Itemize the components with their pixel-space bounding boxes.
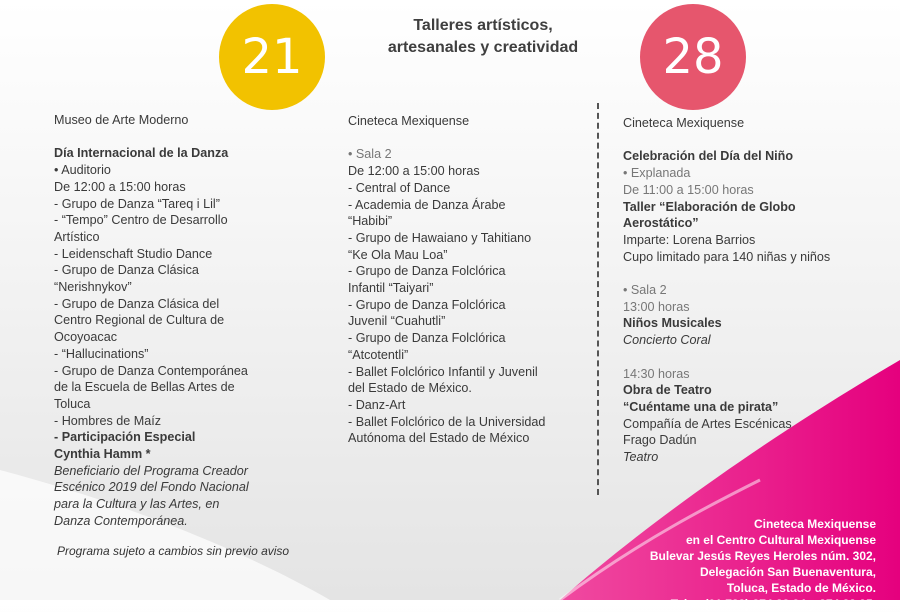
company: Compañía de Artes Escénicas [623, 416, 792, 431]
list-item: “Nerishnykov” [54, 280, 132, 295]
title-line-2: artesanales y creatividad [387, 39, 579, 56]
event-title: Niños Musicales [623, 316, 722, 331]
location: • Sala 2 [623, 283, 667, 297]
spacer [623, 132, 888, 149]
list-item: - Grupo de Danza “Tareq i Lil” [54, 196, 220, 211]
schedule: De 11:00 a 15:00 horas [623, 182, 754, 197]
event-genre: Concierto Coral [623, 333, 711, 348]
address-line: Cineteca Mexiquense [753, 517, 876, 531]
venue-address [650, 516, 876, 612]
list-item: - “Tempo” Centro de Desarrollo [54, 213, 228, 228]
list-item: Centro Regional de Cultura de [54, 313, 225, 328]
list-item: - “Hallucinations” [54, 346, 149, 361]
spacer [348, 130, 598, 147]
beneficiary-note: Danza Contemporánea. [54, 513, 188, 528]
phone-line: Tels.: (01 722) 274 23 94 y 274 23 95. [670, 597, 876, 611]
dashed-divider [597, 103, 599, 495]
program-column-21-cineteca [348, 113, 598, 447]
event-title: Día Internacional de la Danza [54, 146, 229, 161]
location: • Auditorio [54, 163, 111, 178]
list-item: Ocoyoacac [54, 330, 117, 345]
program-column-21-museo [54, 112, 314, 530]
location: • Sala 2 [348, 147, 392, 162]
venue-heading: Cineteca Mexiquense [348, 114, 470, 128]
special-participation: - Participación Especial [54, 430, 196, 445]
list-item: Artístico [54, 229, 100, 244]
play-title: “Cuéntame una de pirata” [623, 399, 779, 414]
list-item: del Estado de México. [348, 381, 472, 396]
event-title: Obra de Teatro [623, 383, 712, 398]
address-line: Bulevar Jesús Reyes Heroles núm. 302, [649, 549, 876, 563]
list-item: - Ballet Folclórico de la Universidad [348, 414, 546, 429]
list-item: - Grupo de Danza Clásica del [54, 296, 220, 311]
list-item: - Hombres de Maíz [54, 413, 162, 428]
schedule: 13:00 horas [623, 299, 690, 314]
date-badge-28: 28 [640, 4, 746, 110]
spacer [623, 265, 888, 282]
list-item: - Leidenschaft Studio Dance [54, 246, 213, 261]
workshop-title: Taller “Elaboración de Globo [623, 199, 796, 214]
list-item: “Atcotentli” [348, 347, 409, 362]
venue-heading: Museo de Arte Moderno [54, 113, 189, 127]
schedule: 14:30 horas [623, 366, 690, 381]
program-column-28-cineteca [623, 115, 888, 466]
address-line: Delegación San Buenaventura, [699, 565, 876, 579]
list-item: - Central of Dance [348, 180, 451, 195]
list-item: Toluca [54, 396, 91, 411]
date-badge-21: 21 [219, 4, 325, 110]
event-genre: Teatro [623, 450, 659, 465]
instructor: Imparte: Lorena Barrios [623, 232, 756, 247]
footer-note: Programa sujeto a cambios sin previo aviso [57, 544, 290, 558]
list-item: - Academia de Danza Árabe [348, 197, 506, 212]
page-title [352, 15, 614, 59]
list-item: - Grupo de Hawaiano y Tahitiano [348, 230, 532, 245]
title-line-1: Talleres artísticos, [413, 17, 553, 34]
beneficiary-note: Escénico 2019 del Fondo Nacional [54, 480, 249, 495]
list-item: Juvenil “Cuahutli” [348, 314, 446, 329]
list-item: - Grupo de Danza Contemporánea [54, 363, 248, 378]
location: • Explanada [623, 166, 691, 181]
list-item: Infantil “Taiyari” [348, 281, 434, 296]
list-item: Autónoma del Estado de México [348, 431, 530, 446]
list-item: de la Escuela de Bellas Artes de [54, 380, 235, 395]
list-item: - Grupo de Danza Folclórica [348, 264, 506, 279]
list-item: “Ke Ola Mau Loa” [348, 247, 448, 262]
list-item: - Grupo de Danza Folclórica [348, 331, 506, 346]
list-item: - Ballet Folclórico Infantil y Juvenil [348, 364, 538, 379]
list-item: - Grupo de Danza Folclórica [348, 297, 506, 312]
address-line: en el Centro Cultural Mexiquense [685, 533, 876, 547]
schedule: De 12:00 a 15:00 horas [348, 164, 480, 179]
venue-heading: Cineteca Mexiquense [623, 116, 745, 130]
beneficiary-note: para la Cultura y las Artes, en [54, 497, 220, 512]
company: Frago Dadún [623, 433, 697, 448]
schedule: De 12:00 a 15:00 horas [54, 179, 186, 194]
list-item: “Habibi” [348, 214, 393, 229]
list-item: - Danz-Art [348, 397, 406, 412]
workshop-title: Aerostático” [623, 216, 699, 231]
capacity: Cupo limitado para 140 niñas y niños [623, 249, 831, 264]
beneficiary-note: Beneficiario del Programa Creador [54, 463, 248, 478]
list-item: - Grupo de Danza Clásica [54, 263, 199, 278]
event-title: Celebración del Día del Niño [623, 149, 794, 164]
address-line: Toluca, Estado de México. [726, 581, 876, 595]
spacer [54, 129, 314, 146]
special-participant-name: Cynthia Hamm * [54, 447, 151, 462]
spacer [623, 349, 888, 366]
